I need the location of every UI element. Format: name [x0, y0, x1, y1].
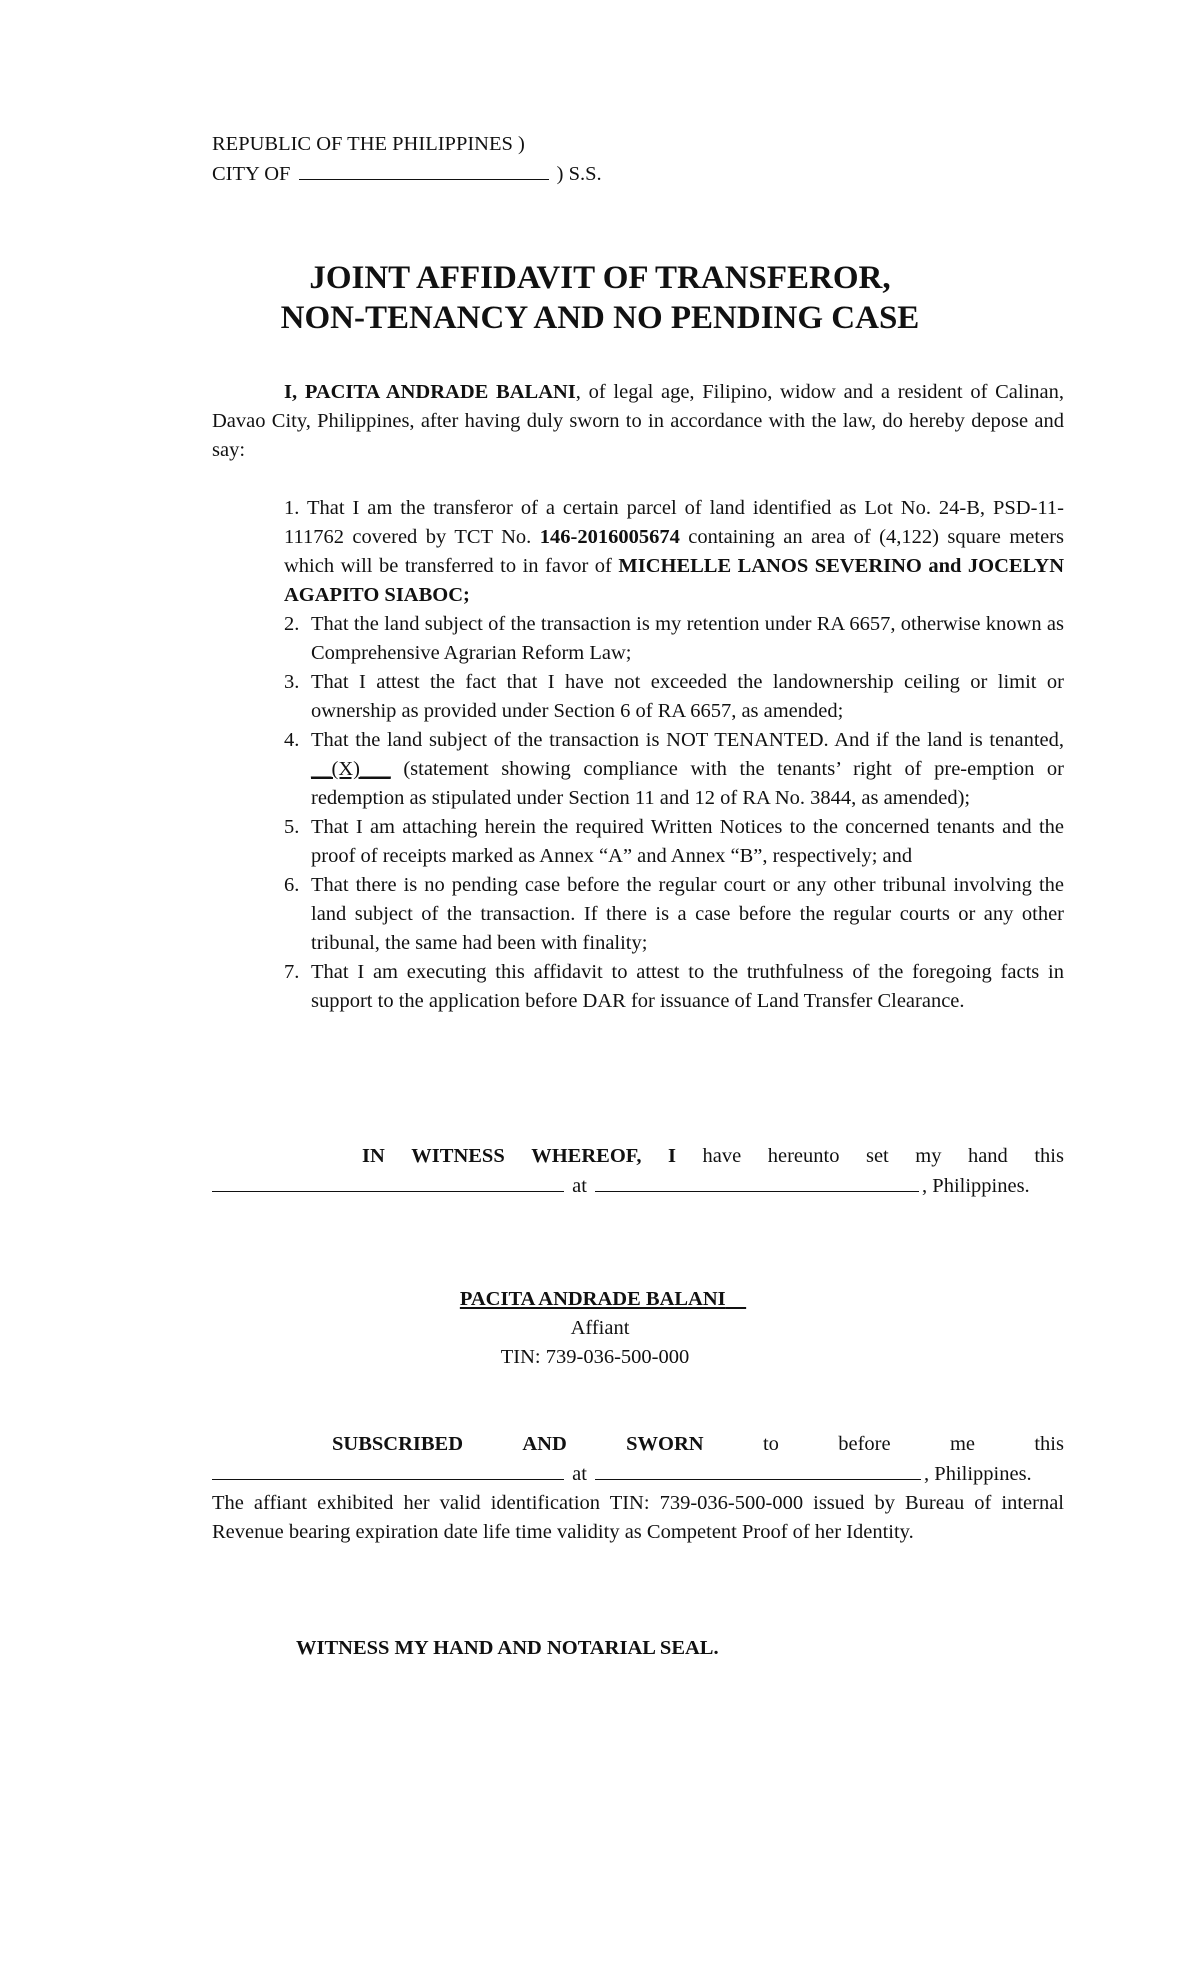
list-item-4 [284, 726, 1064, 813]
list-item-3 [284, 668, 1064, 726]
item-7-text: That I am executing this affidavit to attest to the truthfulness of the foregoing facts in support to the application before DAR for issuance of Land Transfer Clearance. [311, 961, 1064, 1012]
deposition-list [284, 494, 1064, 1016]
intro-paragraph [212, 378, 1064, 465]
witness-word: this [1034, 1145, 1064, 1167]
jurat-word: AND [522, 1433, 567, 1455]
jurat-word: this [1034, 1433, 1064, 1455]
affiant-signature-name [0, 1285, 1200, 1314]
affiant-label: Affiant [570, 1317, 630, 1339]
witness-word: have [702, 1145, 742, 1167]
list-item-6 [284, 871, 1064, 958]
jurat-paragraph [212, 1430, 1064, 1547]
city-blank-line [299, 159, 549, 180]
jurat-line-2 [212, 1459, 1064, 1489]
witness-word: set [865, 1145, 889, 1167]
identification-text: The affiant exhibited her valid identification TIN: 739-036-500-000 issued by Bureau of internal Revenue bearing expiration date life time validity as Competent Proof of her Identity. [212, 1492, 1064, 1543]
jurat-word: to [762, 1433, 779, 1455]
item-1-text-b: containing an area of (4,122) square meters which will be transferred to in favor of [284, 526, 1064, 577]
witness-word: IN [362, 1145, 385, 1167]
tenancy-check-mark: __(X)___ [311, 758, 391, 780]
witness-suffix: , Philippines. [922, 1175, 1030, 1197]
item-7-number: 7. [284, 961, 300, 983]
list-item-1 [284, 494, 1064, 610]
title-line-1: JOINT AFFIDAVIT OF TRANSFEROR, [309, 260, 891, 296]
venue-block [212, 130, 602, 189]
signature-block [0, 1285, 1200, 1372]
item-5-number: 5. [284, 816, 300, 838]
witness-clause [212, 1142, 1064, 1201]
list-item-2 [284, 610, 1064, 668]
date-blank-line [212, 1171, 564, 1192]
item-1-number: 1. [284, 497, 300, 519]
jurat-place-blank-line [595, 1459, 921, 1480]
item-3-number: 3. [284, 671, 300, 693]
jurat-line-1 [212, 1430, 1064, 1459]
notarial-seal-line: WITNESS MY HAND AND NOTARIAL SEAL. [296, 1637, 719, 1659]
transferee-names: MICHELLE LANOS SEVERINO and JOCELYN AGAPITO SIABOC; [284, 555, 1064, 606]
item-1-text-a: That I am the transferor of a certain parcel of land identified as Lot No. 24-B, PSD-11-111762 covered by TCT No. [284, 497, 1064, 548]
list-item-5 [284, 813, 1064, 871]
document-title [0, 258, 1200, 338]
affiant-name: PACITA ANDRADE BALANI [459, 1288, 726, 1310]
venue-republic: REPUBLIC OF THE PHILIPPINES ) [212, 133, 525, 155]
item-6-text: That there is no pending case before the regular court or any other tribunal involving the land subject of the transaction. If there is a case before the regular courts or any other tribunal, the same had been with finality; [311, 874, 1064, 954]
venue-city-label: CITY OF [212, 163, 291, 185]
jurat-suffix: , Philippines. [924, 1463, 1032, 1485]
witness-word: WHEREOF, [531, 1145, 642, 1167]
witness-word: hand [967, 1145, 1008, 1167]
place-blank-line [595, 1171, 919, 1192]
jurat-word: me [949, 1433, 975, 1455]
tct-number: 146-2016005674 [539, 526, 680, 548]
jurat-word: SWORN [626, 1433, 704, 1455]
venue-city-line [212, 159, 602, 189]
witness-word: hereunto [767, 1145, 840, 1167]
witness-word: I [668, 1145, 677, 1167]
witness-at: at [572, 1175, 587, 1197]
title-line-2: NON-TENANCY AND NO PENDING CASE [280, 300, 920, 336]
witness-line-1 [212, 1142, 1064, 1171]
intro-text: , of legal age, Filipino, widow and a resident of Calinan, Davao City, Philippines, after having duly sworn to in accordance with the law, do hereby depose and say: [212, 381, 1064, 461]
affiant-name-lead: I, PACITA ANDRADE BALANI [284, 381, 576, 403]
venue-ss: ) S.S. [556, 163, 602, 185]
witness-line-2 [212, 1171, 1064, 1201]
item-3-text: That I attest the fact that I have not exceeded the landownership ceiling or limit or ownership as provided under Section 6 of RA 6657, as amended; [311, 671, 1064, 722]
item-6-number: 6. [284, 874, 300, 896]
jurat-word: SUBSCRIBED [332, 1433, 464, 1455]
item-4-text-a: That the land subject of the transaction is NOT TENANTED. And if the land is tenanted, [311, 729, 1064, 751]
witness-word: WITNESS [411, 1145, 505, 1167]
jurat-date-blank-line [212, 1459, 564, 1480]
item-2-text: That the land subject of the transaction is my retention under RA 6657, otherwise known as Comprehensive Agrarian Reform Law; [311, 613, 1064, 664]
affiant-tin: TIN: 739-036-500-000 [500, 1346, 690, 1368]
item-4-text-b: (statement showing compliance with the tenants’ right of pre-emption or redemption as stipulated under Section 11 and 12 of RA No. 3844, as amended); [311, 758, 1064, 809]
jurat-word: before [838, 1433, 891, 1455]
item-2-number: 2. [284, 613, 300, 635]
item-4-number: 4. [284, 729, 300, 751]
witness-word: my [915, 1145, 942, 1167]
item-5-text: That I am attaching herein the required Written Notices to the concerned tenants and the proof of receipts marked as Annex “A” and Annex “B”, respectively; and [311, 816, 1064, 867]
jurat-at: at [572, 1463, 587, 1485]
list-item-7 [284, 958, 1064, 1016]
